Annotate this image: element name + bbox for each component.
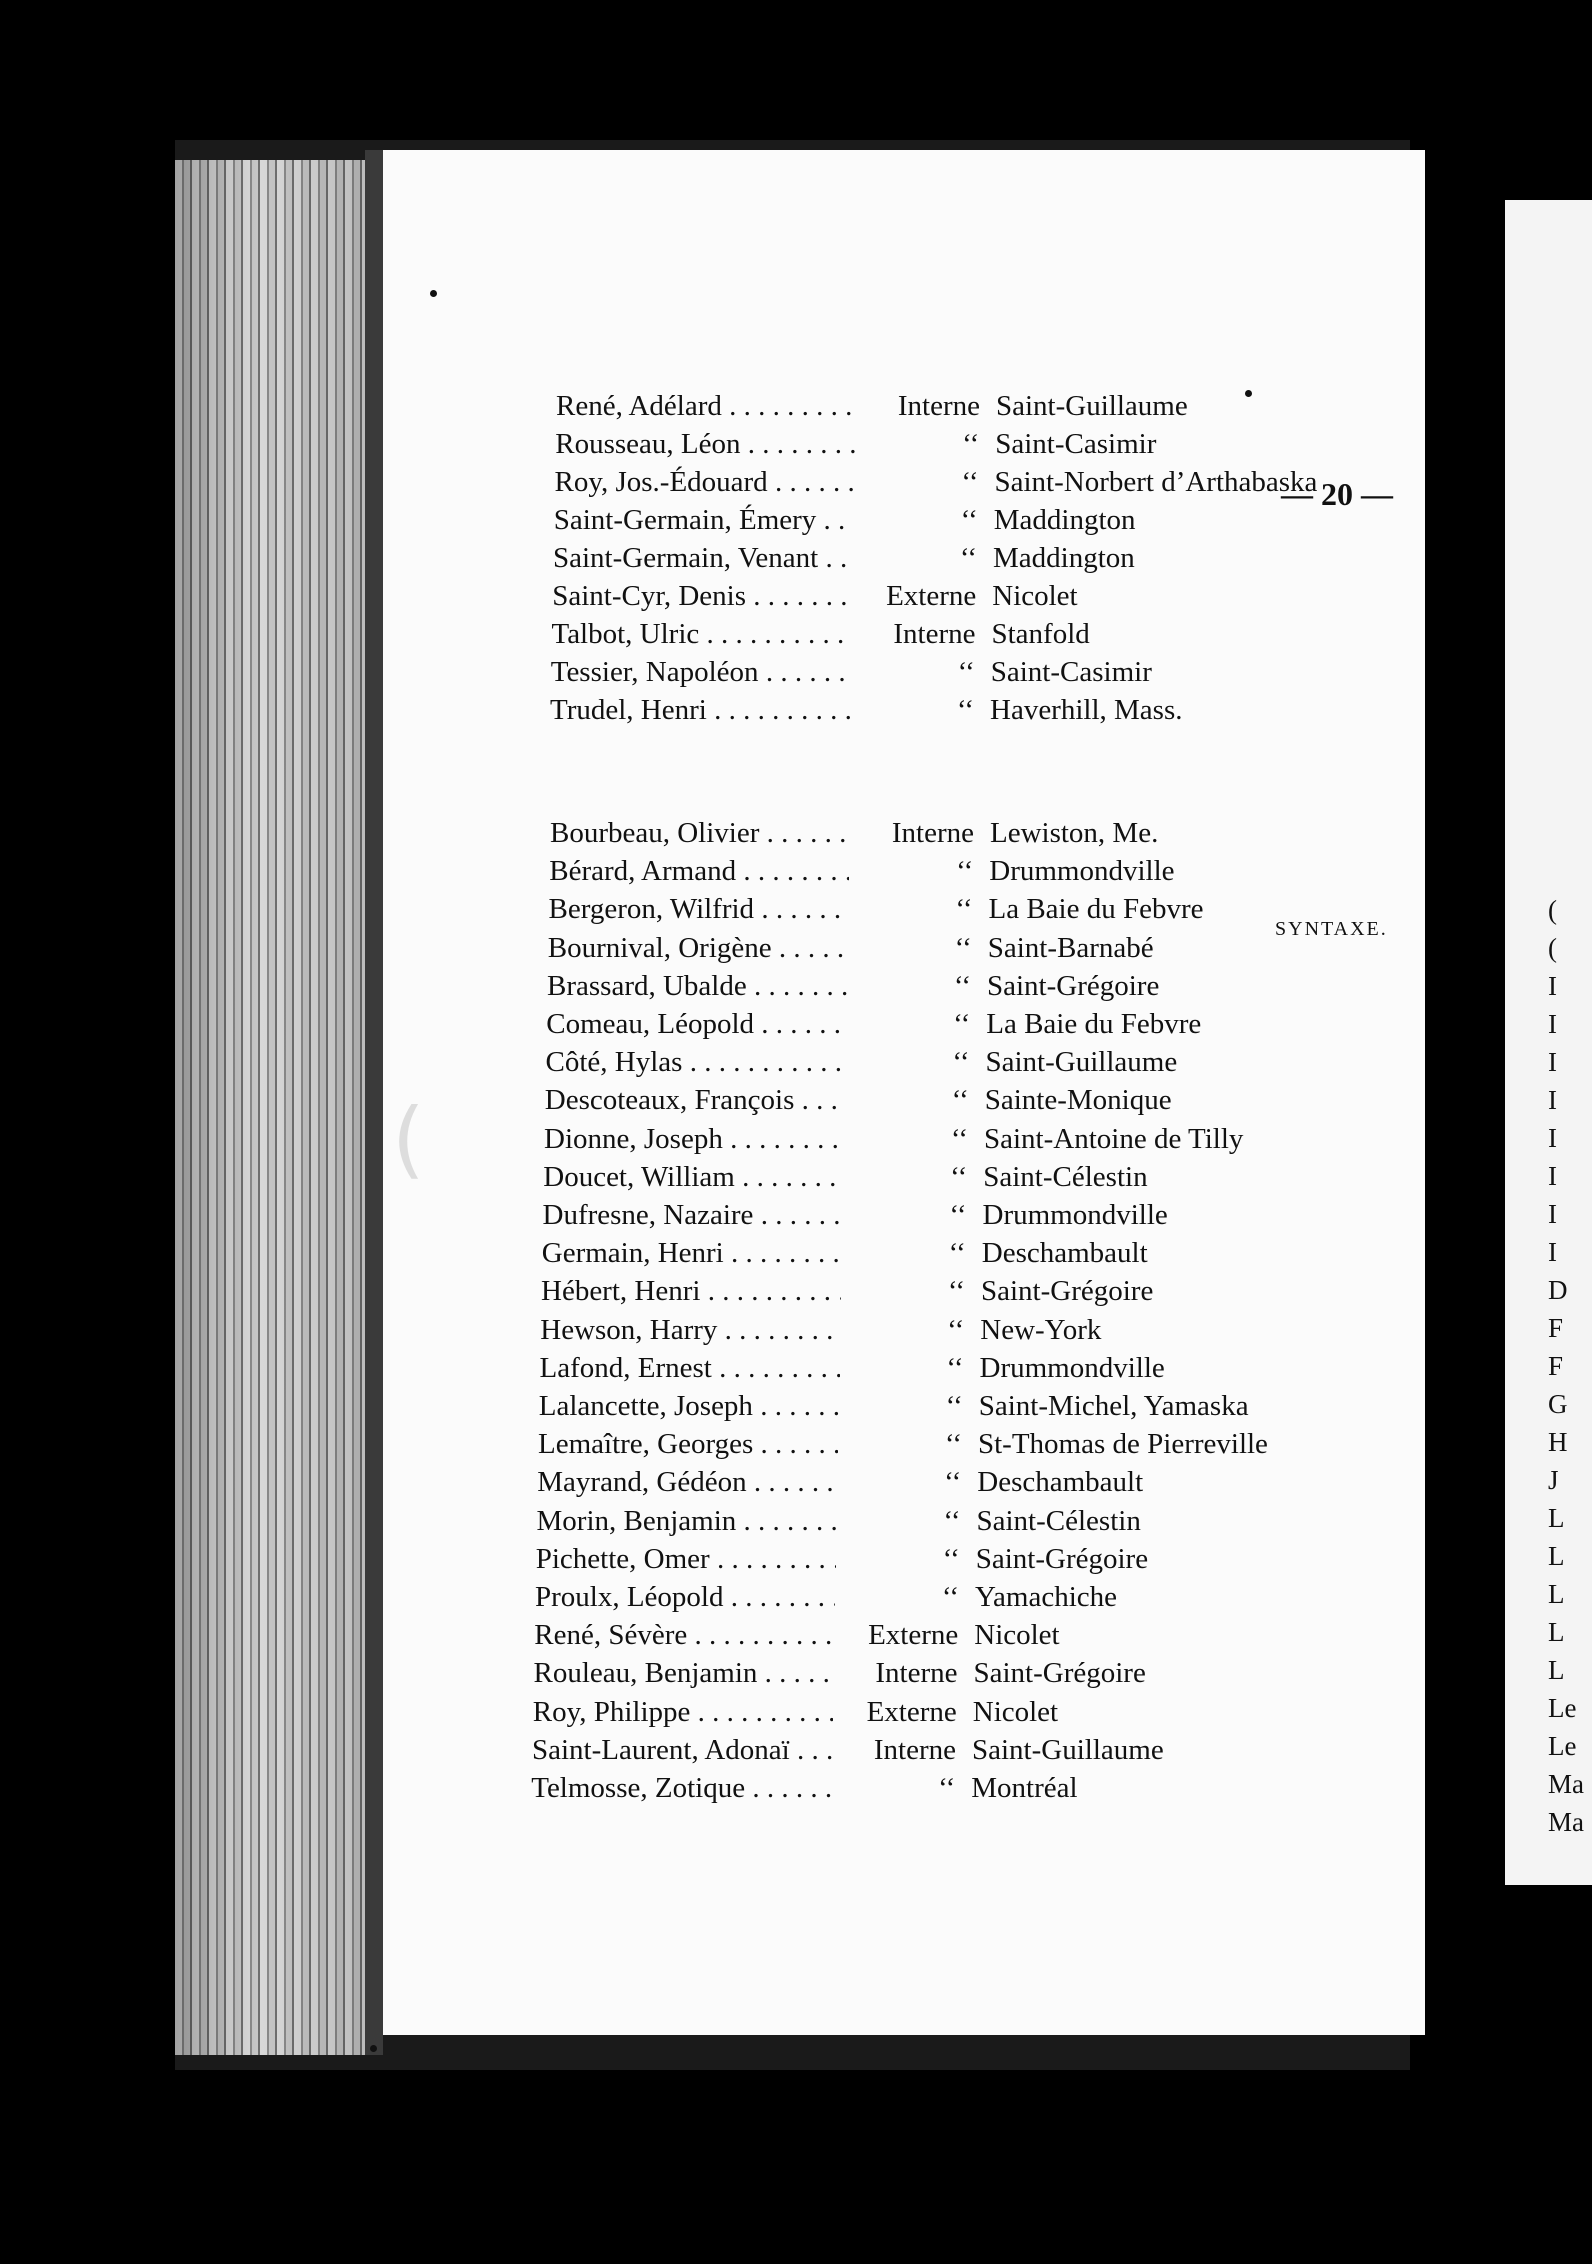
- hometown: Saint-Célestin: [983, 1160, 1148, 1193]
- hometown: Saint-Grégoire: [981, 1275, 1154, 1308]
- boarding-status: Interne: [832, 1732, 956, 1768]
- next-page-fragment: F: [1548, 1313, 1564, 1343]
- boarding-status: Externe: [834, 1617, 958, 1653]
- student-name: Rouleau, Benjamin . . .: [534, 1655, 954, 1691]
- student-name: Morin, Benjamin . . .: [537, 1503, 957, 1539]
- hometown: Nicolet: [992, 580, 1078, 612]
- hometown: Haverhill, Mass.: [990, 694, 1183, 726]
- ink-speck: [370, 2045, 377, 2052]
- student-name: Telmosse, Zotique . . .: [531, 1770, 951, 1806]
- student-name: Tessier, Napoléon . . .: [551, 654, 971, 690]
- hometown: Deschambault: [981, 1237, 1148, 1270]
- page: [383, 150, 1425, 2035]
- student-name: René, Sévère . . .: [534, 1617, 954, 1653]
- student-name: Descoteaux, François . . .: [545, 1082, 965, 1118]
- next-page-fragment: D: [1548, 1275, 1568, 1305]
- boarding-status: ‘‘: [838, 1426, 962, 1462]
- student-name: Mayrand, Gédéon . . .: [537, 1464, 957, 1500]
- boarding-status: ‘‘: [854, 502, 978, 538]
- boarding-status: Interne: [856, 388, 980, 424]
- boarding-status: ‘‘: [839, 1388, 963, 1424]
- hometown: Saint-Grégoire: [975, 1542, 1149, 1575]
- student-name: Lafond, Ernest . . .: [540, 1350, 960, 1386]
- student-name: Hewson, Harry . . .: [540, 1312, 960, 1348]
- student-name: Pichette, Omer . . .: [536, 1541, 956, 1577]
- boarding-status: ‘‘: [847, 968, 971, 1004]
- hometown: Deschambault: [977, 1466, 1144, 1499]
- boarding-status: ‘‘: [841, 1273, 965, 1309]
- hometown: La Baie du Febvre: [986, 1008, 1202, 1040]
- boarding-status: ‘‘: [848, 930, 972, 966]
- next-page-fragment: I: [1548, 1085, 1557, 1115]
- next-page-fragment: L: [1548, 1655, 1565, 1685]
- next-page-fragment: F: [1548, 1351, 1564, 1381]
- hometown: Saint-Guillaume: [972, 1733, 1164, 1766]
- next-page-fragment: I: [1548, 1123, 1557, 1153]
- boarding-status: ‘‘: [853, 540, 977, 576]
- next-page-fragment: G: [1548, 1389, 1568, 1419]
- next-page-fragment: I: [1548, 1009, 1557, 1039]
- boarding-status: ‘‘: [837, 1464, 961, 1500]
- student-name: Côté, Hylas . . .: [546, 1044, 966, 1080]
- boarding-status: ‘‘: [855, 464, 979, 500]
- hometown: Saint-Antoine de Tilly: [984, 1122, 1244, 1155]
- boarding-status: Interne: [852, 616, 976, 652]
- margin-mark: (: [392, 1090, 425, 1188]
- boarding-status: ‘‘: [835, 1579, 959, 1615]
- student-name: Comeau, Léopold . . .: [546, 1006, 966, 1042]
- hometown: Saint-Casimir: [990, 656, 1152, 688]
- boarding-status: ‘‘: [845, 1082, 969, 1118]
- next-page-fragment: L: [1548, 1579, 1565, 1609]
- student-name: Lalancette, Joseph . . .: [539, 1388, 959, 1424]
- next-page-fragment: I: [1548, 1237, 1557, 1267]
- student-name: Saint-Germain, Émery . . .: [554, 502, 974, 538]
- next-page-fragment: (: [1548, 895, 1557, 925]
- boarding-status: ‘‘: [836, 1541, 960, 1577]
- student-name: Bergeron, Wilfrid . . .: [549, 891, 969, 927]
- boarding-status: ‘‘: [849, 891, 973, 927]
- hometown: Saint-Barnabé: [987, 931, 1154, 964]
- hometown: Stanfold: [991, 618, 1090, 650]
- student-name: Proulx, Léopold . . .: [535, 1579, 955, 1615]
- hometown: Saint-Guillaume: [985, 1046, 1178, 1079]
- next-page-fragment: L: [1548, 1541, 1565, 1571]
- next-page-fragment: I: [1548, 971, 1557, 1001]
- student-name: Dufresne, Nazaire . . .: [543, 1197, 963, 1233]
- hometown: Yamachiche: [975, 1581, 1118, 1613]
- boarding-status: ‘‘: [831, 1770, 955, 1806]
- boarding-status: ‘‘: [843, 1197, 967, 1233]
- hometown: Maddington: [993, 542, 1135, 574]
- boarding-status: ‘‘: [849, 853, 973, 889]
- hometown: Lewiston, Me.: [990, 817, 1159, 849]
- boarding-status: ‘‘: [844, 1121, 968, 1157]
- next-page-fragment: I: [1548, 1161, 1557, 1191]
- hometown: Saint-Grégoire: [987, 969, 1160, 1002]
- next-page-fragment: (: [1548, 933, 1557, 963]
- boarding-status: ‘‘: [842, 1235, 966, 1271]
- student-name: Rousseau, Léon . . .: [555, 426, 975, 462]
- next-page-fragment: J: [1548, 1465, 1559, 1495]
- next-page-fragment: Ma: [1548, 1769, 1584, 1799]
- ink-speck: [430, 290, 437, 297]
- hometown: Saint-Michel, Yamaska: [978, 1390, 1249, 1422]
- student-name: Roy, Jos.-Édouard . . .: [555, 464, 975, 500]
- student-name: Lemaître, Georges . . .: [538, 1426, 958, 1462]
- student-name: Saint-Laurent, Adonaï . . .: [532, 1732, 952, 1768]
- student-name: Saint-Cyr, Denis . . .: [552, 578, 972, 614]
- student-name: Hébert, Henri . . .: [541, 1273, 961, 1309]
- hometown: Sainte-Monique: [984, 1084, 1172, 1117]
- student-name: Bournival, Origène . . .: [548, 930, 968, 966]
- hometown: Drummondville: [989, 855, 1175, 888]
- student-name: Roy, Philippe . . .: [533, 1694, 953, 1730]
- ink-speck: [1245, 390, 1252, 397]
- student-name: Trudel, Henri . . .: [550, 692, 970, 728]
- stacked-page-edges: [175, 160, 380, 2055]
- hometown: Nicolet: [972, 1695, 1059, 1728]
- student-name: Saint-Germain, Venant . . .: [553, 540, 973, 576]
- hometown: Saint-Célestin: [976, 1504, 1141, 1537]
- boarding-status: Externe: [833, 1694, 957, 1730]
- boarding-status: Interne: [850, 815, 974, 851]
- hometown: La Baie du Febvre: [988, 893, 1204, 926]
- student-name: Brassard, Ubalde . . .: [547, 968, 967, 1004]
- boarding-status: ‘‘: [843, 1159, 967, 1195]
- next-page-fragment: I: [1548, 1199, 1557, 1229]
- hometown: Saint-Grégoire: [973, 1657, 1146, 1690]
- hometown: Drummondville: [979, 1351, 1165, 1384]
- student-name: René, Adélard . . .: [556, 388, 976, 424]
- next-page-fragment: Le: [1548, 1693, 1577, 1723]
- boarding-status: ‘‘: [840, 1312, 964, 1348]
- hometown: Nicolet: [974, 1619, 1060, 1652]
- boarding-status: ‘‘: [846, 1006, 970, 1042]
- student-name: Doucet, William . . .: [543, 1159, 963, 1195]
- boarding-status: ‘‘: [850, 692, 974, 728]
- next-page-fragment: Ma: [1548, 1807, 1584, 1837]
- hometown: Saint-Norbert d’Arthabaska: [994, 466, 1318, 498]
- hometown: Saint-Casimir: [995, 428, 1157, 460]
- hometown: Drummondville: [982, 1199, 1168, 1231]
- hometown: Maddington: [993, 504, 1136, 536]
- student-name: Bourbeau, Olivier . . .: [550, 815, 970, 851]
- boarding-status: ‘‘: [840, 1350, 964, 1386]
- hometown: Montréal: [971, 1772, 1078, 1804]
- student-name: Talbot, Ulric . . .: [552, 616, 972, 652]
- hometown: Saint-Guillaume: [996, 390, 1188, 422]
- student-name: Dionne, Joseph . . .: [544, 1121, 964, 1157]
- student-name: Bérard, Armand . . .: [549, 853, 969, 889]
- boarding-status: Externe: [852, 578, 976, 614]
- next-page-fragment: L: [1548, 1503, 1565, 1533]
- student-name: Germain, Henri . . .: [542, 1235, 962, 1271]
- next-page-fragment: I: [1548, 1047, 1557, 1077]
- boarding-status: ‘‘: [846, 1044, 970, 1080]
- boarding-status: ‘‘: [851, 654, 975, 690]
- page-number: — 20 —: [1281, 476, 1393, 512]
- next-page-fragment: L: [1548, 1617, 1565, 1647]
- boarding-status: Interne: [834, 1655, 958, 1691]
- section-heading: SYNTAXE.: [1275, 918, 1388, 940]
- next-page-fragment: H: [1548, 1427, 1568, 1457]
- hometown: New-York: [980, 1313, 1102, 1346]
- book-binding: [365, 150, 383, 2055]
- hometown: St-Thomas de Pierreville: [978, 1428, 1268, 1461]
- boarding-status: ‘‘: [855, 426, 979, 462]
- next-page-fragment: Le: [1548, 1731, 1577, 1761]
- boarding-status: ‘‘: [837, 1503, 961, 1539]
